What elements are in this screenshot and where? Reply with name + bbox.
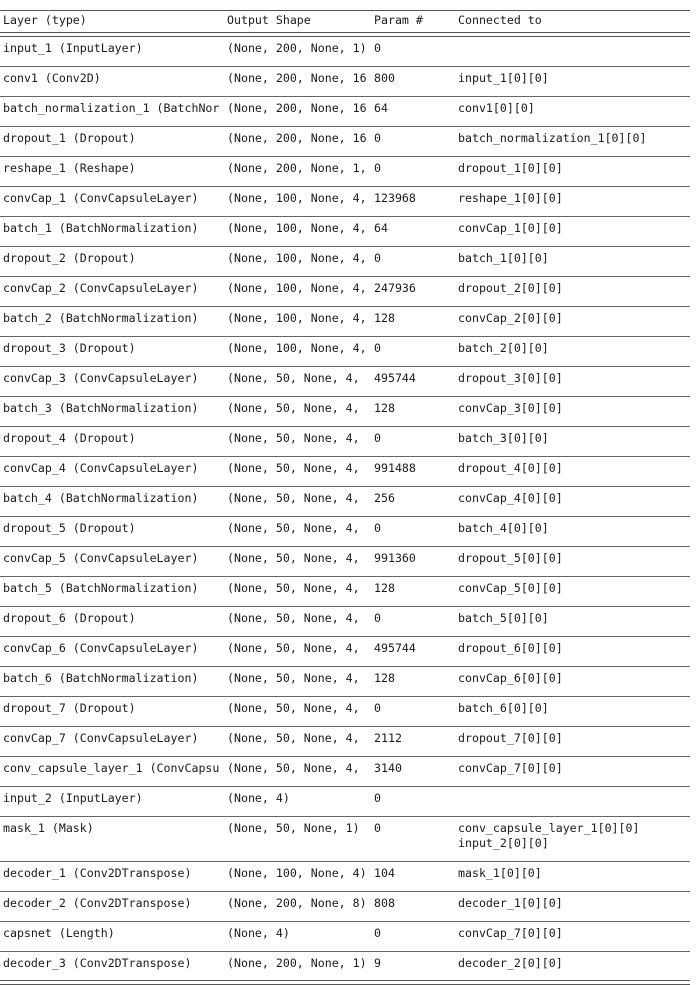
layer-name-cell: batch_5 (BatchNormalization) [3, 581, 199, 595]
table-row [0, 457, 690, 487]
layer-name-cell: batch_normalization_1 (BatchNor [3, 101, 220, 115]
param-count-cell: 0 [374, 521, 381, 535]
layer-name-cell: decoder_2 (Conv2DTranspose) [3, 896, 192, 910]
connected-to-cell [458, 491, 690, 506]
connected-to-cell [458, 926, 690, 941]
param-count-cell: 808 [374, 896, 395, 910]
layer-name-cell: decoder_3 (Conv2DTranspose) [3, 956, 192, 970]
table-row [0, 667, 690, 697]
connected-to-cell [458, 731, 690, 746]
param-count-cell: 0 [374, 431, 381, 445]
table-row [0, 217, 690, 247]
output-shape-cell: (None, 200, None, 1, [227, 161, 367, 175]
connected-to-entry: input_1[0][0] [458, 71, 549, 85]
layer-name-cell: convCap_5 (ConvCapsuleLayer) [3, 551, 199, 565]
layer-name-cell: dropout_7 (Dropout) [3, 701, 136, 715]
layer-name-cell: batch_4 (BatchNormalization) [3, 491, 199, 505]
connected-to-entry: mask_1[0][0] [458, 866, 542, 880]
table-row [0, 67, 690, 97]
connected-to-entry: input_2[0][0] [458, 836, 549, 850]
output-shape-cell: (None, 50, None, 4, [227, 731, 360, 745]
output-shape-cell: (None, 200, None, 16 [227, 71, 367, 85]
layer-name-cell: convCap_7 (ConvCapsuleLayer) [3, 731, 199, 745]
connected-to-cell [458, 131, 690, 146]
connected-to-cell [458, 191, 690, 206]
param-count-cell: 800 [374, 71, 395, 85]
layer-name-cell: dropout_1 (Dropout) [3, 131, 136, 145]
connected-to-entry: batch_5[0][0] [458, 611, 549, 625]
layer-name-cell: batch_1 (BatchNormalization) [3, 221, 199, 235]
connected-to-entry: batch_4[0][0] [458, 521, 549, 535]
layer-name-cell: capsnet (Length) [3, 926, 115, 940]
table-row [0, 367, 690, 397]
output-shape-cell: (None, 50, None, 4, [227, 641, 360, 655]
connected-to-cell [458, 551, 690, 566]
connected-to-entry: dropout_7[0][0] [458, 731, 563, 745]
connected-to-cell [458, 641, 690, 656]
layer-name-cell: dropout_3 (Dropout) [3, 341, 136, 355]
param-count-cell: 123968 [374, 191, 416, 205]
table-row [0, 607, 690, 637]
output-shape-cell: (None, 200, None, 1) [227, 41, 367, 55]
table-row [0, 97, 690, 127]
table-row [0, 697, 690, 727]
connected-to-cell [458, 251, 690, 266]
table-row [0, 187, 690, 217]
connected-to-cell [458, 896, 690, 911]
table-row [0, 157, 690, 187]
footer-double-rule [0, 980, 690, 985]
param-count-cell: 2112 [374, 731, 402, 745]
table-row [0, 787, 690, 817]
param-count-cell: 256 [374, 491, 395, 505]
table-row [0, 862, 690, 892]
connected-to-entry: dropout_3[0][0] [458, 371, 563, 385]
connected-to-entry: reshape_1[0][0] [458, 191, 563, 205]
output-shape-cell: (None, 100, None, 4, [227, 311, 367, 325]
top-rule [0, 10, 690, 11]
param-count-cell: 64 [374, 101, 388, 115]
connected-to-entry: conv1[0][0] [458, 101, 535, 115]
connected-to-entry: dropout_1[0][0] [458, 161, 563, 175]
output-shape-cell: (None, 100, None, 4, [227, 191, 367, 205]
param-count-cell: 0 [374, 341, 381, 355]
layer-name-cell: convCap_3 (ConvCapsuleLayer) [3, 371, 199, 385]
connected-to-cell [458, 281, 690, 296]
header-layer-type: Layer (type) [3, 13, 87, 27]
param-count-cell: 0 [374, 251, 381, 265]
param-count-cell: 495744 [374, 371, 416, 385]
connected-to-entry: batch_3[0][0] [458, 431, 549, 445]
connected-to-entry: convCap_5[0][0] [458, 581, 563, 595]
connected-to-entry: batch_1[0][0] [458, 251, 549, 265]
connected-to-cell [458, 71, 690, 86]
layer-name-cell: convCap_6 (ConvCapsuleLayer) [3, 641, 199, 655]
layer-name-cell: input_1 (InputLayer) [3, 41, 143, 55]
connected-to-entry: convCap_2[0][0] [458, 311, 563, 325]
layer-name-cell: input_2 (InputLayer) [3, 791, 143, 805]
table-row [0, 547, 690, 577]
connected-to-entry: convCap_7[0][0] [458, 926, 563, 940]
layer-name-cell: convCap_1 (ConvCapsuleLayer) [3, 191, 199, 205]
table-row [0, 922, 690, 952]
connected-to-cell [458, 461, 690, 476]
output-shape-cell: (None, 50, None, 4, [227, 671, 360, 685]
table-row [0, 577, 690, 607]
param-count-cell: 9 [374, 956, 381, 970]
connected-to-cell [458, 161, 690, 176]
layer-name-cell: dropout_2 (Dropout) [3, 251, 136, 265]
param-count-cell: 0 [374, 926, 381, 940]
output-shape-cell: (None, 50, None, 4, [227, 461, 360, 475]
layer-name-cell: decoder_1 (Conv2DTranspose) [3, 866, 192, 880]
table-row [0, 277, 690, 307]
table-row [0, 487, 690, 517]
layer-name-cell: batch_3 (BatchNormalization) [3, 401, 199, 415]
output-shape-cell: (None, 50, None, 4, [227, 491, 360, 505]
header-param-count: Param # [374, 13, 423, 27]
layer-name-cell: dropout_5 (Dropout) [3, 521, 136, 535]
output-shape-cell: (None, 200, None, 16 [227, 131, 367, 145]
connected-to-cell [458, 311, 690, 326]
output-shape-cell: (None, 50, None, 4, [227, 431, 360, 445]
param-count-cell: 991360 [374, 551, 416, 565]
connected-to-cell [458, 701, 690, 716]
param-count-cell: 0 [374, 41, 381, 55]
output-shape-cell: (None, 100, None, 4, [227, 221, 367, 235]
connected-to-cell [458, 371, 690, 386]
output-shape-cell: (None, 50, None, 1) [227, 821, 360, 835]
param-count-cell: 0 [374, 131, 381, 145]
connected-to-entry: convCap_7[0][0] [458, 761, 563, 775]
connected-to-entry: decoder_1[0][0] [458, 896, 563, 910]
layer-name-cell: batch_6 (BatchNormalization) [3, 671, 199, 685]
connected-to-entry: convCap_6[0][0] [458, 671, 563, 685]
connected-to-entry: convCap_4[0][0] [458, 491, 563, 505]
layer-name-cell: convCap_4 (ConvCapsuleLayer) [3, 461, 199, 475]
param-count-cell: 128 [374, 401, 395, 415]
connected-to-entry: batch_2[0][0] [458, 341, 549, 355]
connected-to-cell [458, 761, 690, 776]
table-row [0, 337, 690, 367]
connected-to-entry: convCap_3[0][0] [458, 401, 563, 415]
param-count-cell: 128 [374, 671, 395, 685]
param-count-cell: 128 [374, 581, 395, 595]
layer-name-cell: mask_1 (Mask) [3, 821, 94, 835]
header-output-shape: Output Shape [227, 13, 311, 27]
connected-to-cell [458, 101, 690, 116]
output-shape-cell: (None, 50, None, 4, [227, 551, 360, 565]
table-row [0, 757, 690, 787]
connected-to-entry: dropout_5[0][0] [458, 551, 563, 565]
output-shape-cell: (None, 50, None, 4, [227, 581, 360, 595]
param-count-cell: 64 [374, 221, 388, 235]
connected-to-cell [458, 431, 690, 446]
output-shape-cell: (None, 200, None, 1) [227, 956, 367, 970]
connected-to-entry: batch_6[0][0] [458, 701, 549, 715]
table-row [0, 37, 690, 67]
table-row [0, 817, 690, 862]
connected-to-cell [458, 671, 690, 686]
connected-to-cell [458, 866, 690, 881]
param-count-cell: 495744 [374, 641, 416, 655]
output-shape-cell: (None, 50, None, 4, [227, 761, 360, 775]
output-shape-cell: (None, 50, None, 4, [227, 521, 360, 535]
output-shape-cell: (None, 50, None, 4, [227, 371, 360, 385]
connected-to-cell [458, 401, 690, 416]
output-shape-cell: (None, 50, None, 4, [227, 611, 360, 625]
connected-to-cell [458, 341, 690, 356]
table-row [0, 517, 690, 547]
param-count-cell: 0 [374, 821, 381, 835]
output-shape-cell: (None, 100, None, 4) [227, 866, 367, 880]
param-count-cell: 0 [374, 161, 381, 175]
table-row [0, 397, 690, 427]
output-shape-cell: (None, 50, None, 4, [227, 401, 360, 415]
layer-name-cell: reshape_1 (Reshape) [3, 161, 136, 175]
header-connected-to: Connected to [458, 13, 542, 27]
output-shape-cell: (None, 4) [227, 926, 290, 940]
table-row [0, 892, 690, 922]
layer-name-cell: conv_capsule_layer_1 (ConvCapsu [3, 761, 220, 775]
output-shape-cell: (None, 100, None, 4, [227, 341, 367, 355]
param-count-cell: 247936 [374, 281, 416, 295]
table-row [0, 727, 690, 757]
table-row [0, 952, 690, 982]
connected-to-cell [458, 956, 690, 971]
connected-to-cell [458, 581, 690, 596]
connected-to-entry: decoder_2[0][0] [458, 956, 563, 970]
param-count-cell: 991488 [374, 461, 416, 475]
output-shape-cell: (None, 50, None, 4, [227, 701, 360, 715]
connected-to-cell [458, 521, 690, 536]
output-shape-cell: (None, 4) [227, 791, 290, 805]
output-shape-cell: (None, 100, None, 4, [227, 281, 367, 295]
output-shape-cell: (None, 200, None, 8) [227, 896, 367, 910]
connected-to-entry: conv_capsule_layer_1[0][0] [458, 821, 640, 835]
layer-name-cell: conv1 (Conv2D) [3, 71, 101, 85]
layer-name-cell: convCap_2 (ConvCapsuleLayer) [3, 281, 199, 295]
table-row [0, 427, 690, 457]
table-row [0, 307, 690, 337]
connected-to-entry: batch_normalization_1[0][0] [458, 131, 647, 145]
layer-name-cell: batch_2 (BatchNormalization) [3, 311, 199, 325]
connected-to-cell [458, 221, 690, 236]
param-count-cell: 3140 [374, 761, 402, 775]
connected-to-entry: dropout_2[0][0] [458, 281, 563, 295]
output-shape-cell: (None, 200, None, 16 [227, 101, 367, 115]
table-row [0, 637, 690, 667]
connected-to-entry: dropout_6[0][0] [458, 641, 563, 655]
connected-to-entry: convCap_1[0][0] [458, 221, 563, 235]
param-count-cell: 0 [374, 701, 381, 715]
layer-name-cell: dropout_6 (Dropout) [3, 611, 136, 625]
connected-to-cell [458, 821, 690, 851]
connected-to-cell [458, 611, 690, 626]
param-count-cell: 104 [374, 866, 395, 880]
layer-name-cell: dropout_4 (Dropout) [3, 431, 136, 445]
param-count-cell: 128 [374, 311, 395, 325]
param-count-cell: 0 [374, 791, 381, 805]
param-count-cell: 0 [374, 611, 381, 625]
output-shape-cell: (None, 100, None, 4, [227, 251, 367, 265]
table-row [0, 127, 690, 157]
connected-to-entry: dropout_4[0][0] [458, 461, 563, 475]
table-row [0, 247, 690, 277]
